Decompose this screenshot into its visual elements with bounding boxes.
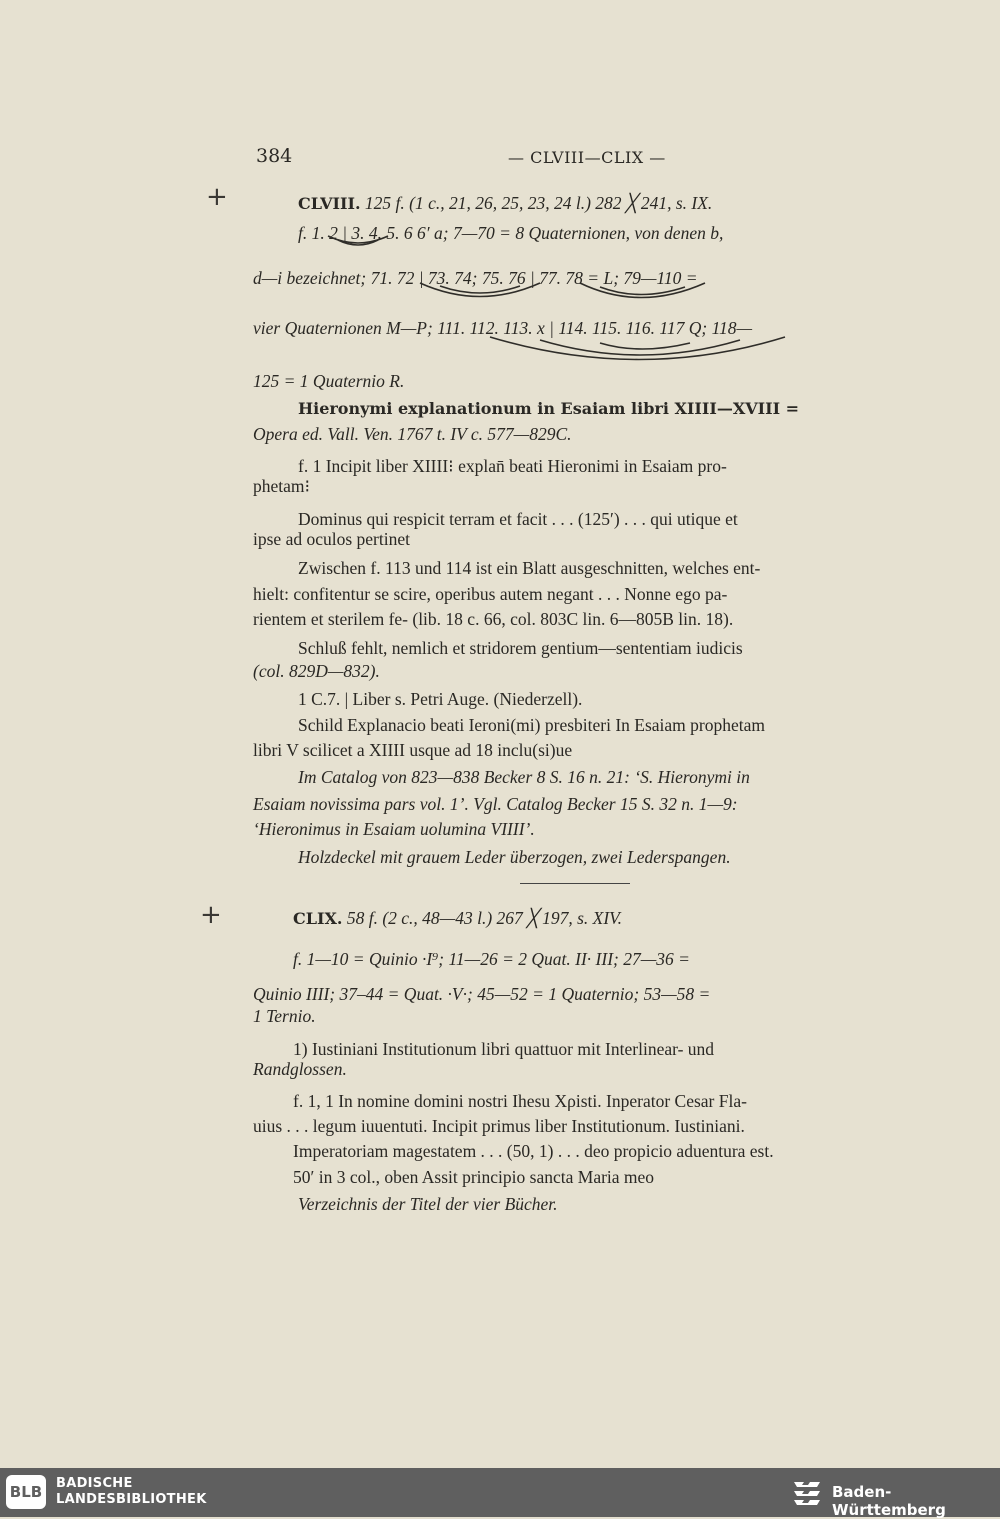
- text-line: Holzdeckel mit grauem Leder überzogen, zwei Lederspangen.: [298, 847, 731, 867]
- work-title: Hieronymi explanationum in Esaiam libri XIIII—XVIII =: [298, 399, 800, 418]
- text-line: 1 Ternio.: [253, 1006, 316, 1026]
- collation-line: 125 = 1 Quaternio R.: [253, 371, 405, 391]
- library-name-line: BADISCHE: [56, 1476, 133, 1491]
- text-line: f. 1 Incipit liber XIIII⁝ explan̄ beati Hieronimi in Esaiam pro-: [298, 456, 727, 476]
- text-line: rientem et sterilem fe- (lib. 18 c. 66, col. 803C lin. 6—805B lin. 18).: [253, 609, 734, 629]
- text-line: Esaiam novissima pars vol. 1’. Vgl. Catalog Becker 15 S. 32 n. 1—9:: [253, 794, 738, 814]
- entry-number: CLVIII.: [298, 194, 361, 213]
- section-divider: [520, 883, 630, 884]
- text-line: (col. 829D—832).: [253, 661, 380, 681]
- blb-logo-icon[interactable]: BLB: [6, 1475, 46, 1509]
- footer-bar: [0, 1468, 1000, 1517]
- text-line: Randglossen.: [253, 1059, 347, 1079]
- collation-line: d—i bezeichnet; 71. 72 | 73. 74; 75. 76 | 77. 78 = L; 79—110 =: [253, 268, 698, 288]
- text-line: hielt: confitentur se scire, operibus autem negant . . . Nonne ego pa-: [253, 584, 728, 604]
- text-line: ipse ad oculos pertinet: [253, 529, 410, 549]
- text-line: phetam⁝: [253, 476, 311, 496]
- text-line: Schluß fehlt, nemlich et stridorem gentium—sententiam iudicis: [298, 638, 743, 658]
- library-name-line: LANDESBIBLIOTHEK: [56, 1492, 207, 1507]
- text-line: f. 1, 1 In nomine domini nostri Ihesu Xρisti. Inperator Cesar Fla-: [293, 1091, 747, 1111]
- entry-heading: [298, 192, 712, 215]
- collation-line: vier Quaternionen M—P; 111. 112. 113. x | 114. 115. 116. 117 Q; 118—: [253, 318, 753, 338]
- text-line: uius . . . legum iuuentuti. Incipit primus liber Institutionum. Iustiniani.: [253, 1116, 745, 1136]
- collation-line: f. 1. 2 | 3. 4. 5. 6 6′ a; 7—70 = 8 Quaternionen, von denen b,: [298, 223, 724, 243]
- entry-physical-description: 125 f. (1 c., 21, 26, 25, 23, 24 l.) 282 ╳ 241, s. IX.: [364, 193, 713, 213]
- coat-of-arms-icon[interactable]: [790, 1476, 824, 1510]
- quire-arc: [600, 343, 690, 349]
- text-line: 50′ in 3 col., oben Assit principio sancta Maria meo: [293, 1167, 655, 1187]
- text-line: libri V scilicet a XIIII usque ad 18 inclu(si)ue: [253, 740, 573, 760]
- entry-number: CLIX.: [293, 909, 343, 928]
- quire-arc: [490, 337, 785, 360]
- library-name[interactable]: [56, 1476, 207, 1508]
- entry-heading: [293, 907, 622, 930]
- text-line: 1) Iustiniani Institutionum libri quattuor mit Interlinear- und: [293, 1039, 715, 1059]
- page-number: 384: [256, 145, 293, 167]
- text-line: 1 C.7. | Liber s. Petri Auge. (Niederzell).: [298, 689, 583, 709]
- text-line: Im Catalog von 823—838 Becker 8 S. 16 n. 21: ‘S. Hieronymi in: [298, 767, 750, 787]
- edition-reference: Opera ed. Vall. Ven. 1767 t. IV c. 577—829C.: [253, 424, 572, 444]
- text-line: ‘Hieronimus in Esaiam uolumina VIIII’.: [253, 819, 535, 839]
- text-line: Schild Explanacio beati Ieroni(mi) presbiteri In Esaiam prophetam: [298, 715, 765, 735]
- text-line: Quinio IIII; 37–44 = Quat. ·V·; 45—52 = 1 Quaternio; 53—58 =: [253, 984, 711, 1004]
- entry-physical-description: 58 f. (2 c., 48—43 l.) 267 ╳ 197, s. XIV.: [346, 908, 622, 928]
- margin-plus-mark: +: [206, 182, 228, 212]
- text-line: Imperatoriam magestatem . . . (50, 1) . . . deo propicio aduentura est.: [293, 1141, 774, 1161]
- text-line: f. 1—10 = Quinio ·I⁹; 11—26 = 2 Quat. II· III; 27—36 =: [293, 949, 690, 969]
- state-name[interactable]: Baden-Württemberg: [832, 1483, 946, 1519]
- running-title: — CLVIII—CLIX —: [508, 148, 666, 167]
- margin-plus-mark: +: [200, 900, 222, 930]
- text-line: Dominus qui respicit terram et facit . . . (125′) . . . qui utique et: [298, 509, 738, 529]
- text-line: Verzeichnis der Titel der vier Bücher.: [298, 1194, 558, 1214]
- text-line: Zwischen f. 113 und 114 ist ein Blatt ausgeschnitten, welches ent-: [298, 558, 761, 578]
- quire-arc: [540, 340, 740, 355]
